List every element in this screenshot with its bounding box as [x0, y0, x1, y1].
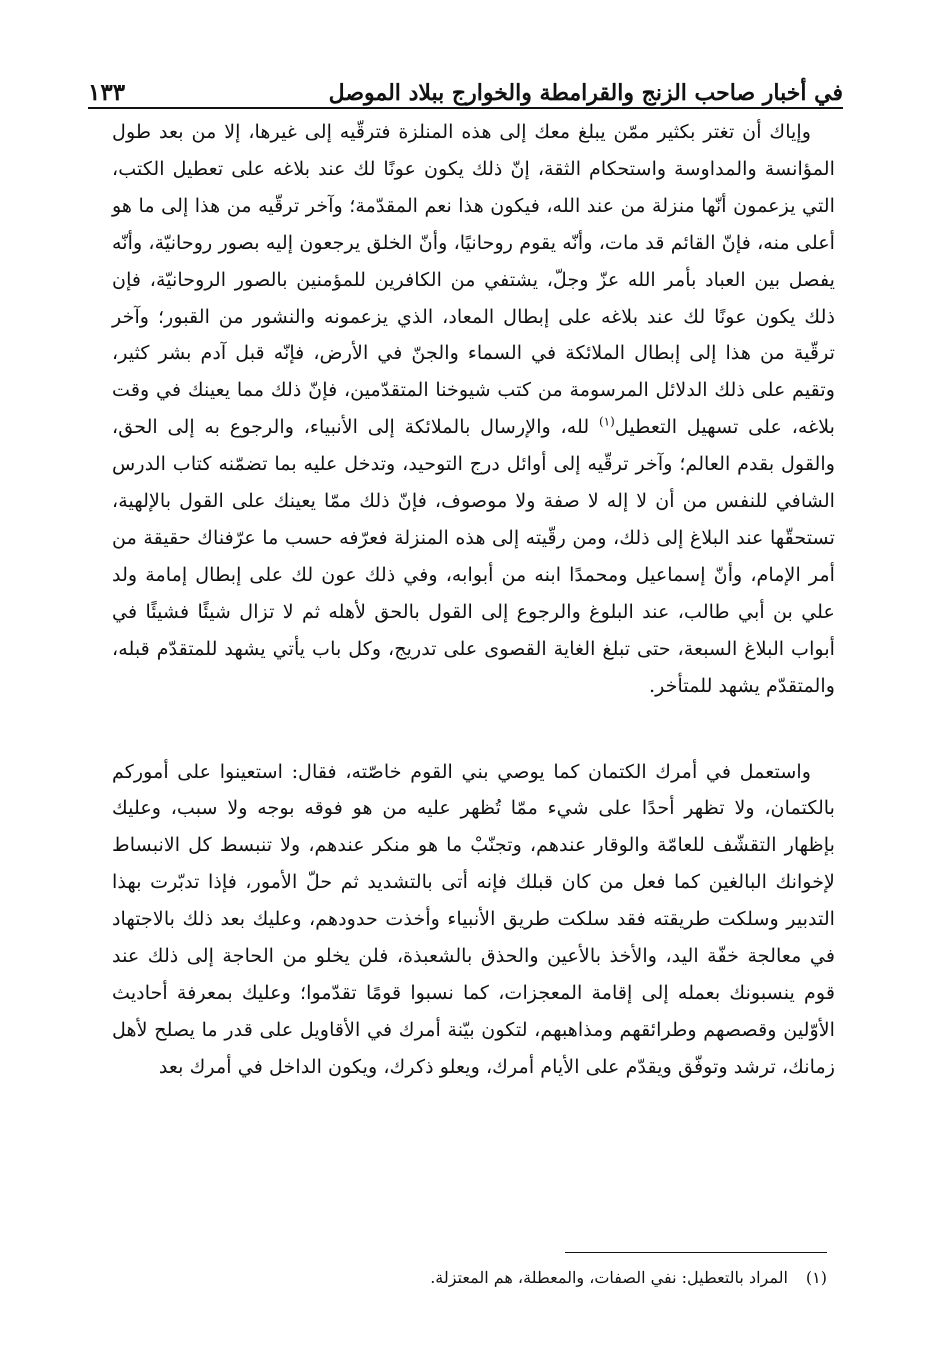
running-title: في أخبار صاحب الزنج والقرامطة والخوارج ببلاد الموصل — [328, 80, 843, 106]
page-number: ١٣٣ — [88, 79, 126, 106]
paragraph-1-before-ref: وإياك أن تغتر بكثير ممّن يبلغ معك إلى هذه المنلزة فترقّيه إلى غيرها، إلا من بعد طول المؤانسة والمداوسة واستحكام الثقة، إنّ ذلك يكون عونًا لك عند بلاغه على تعطيل الكتب، التي يزعمون أنّها منزلة من عند الله، فيكون هذا نعم المقدّمة؛ وآخر ترقّيه من هذا إلى ما هو أعلى منه، فإنّ القائم قد مات، وأنّه يقوم روحانيًا، وأنّ الخلق يرجعون إليه بصور روحانيّة، وأنّه يفصل بين العباد بأمر الله عزّ وجلّ، يشتفي من الكافرين للمؤمنين بالصور الروحانيّة، فإن ذلك يكون عونًا لك عند بلاغه على إبطال المعاد، الذي يزعمونه والنشور من القبور؛ وآخر ترقّية من هذا إلى إبطال الملائكة في السماء والجنّ في الأرض، فإنّه قبل آدم بشر كثير، وتقيم على ذلك الدلائل المرسومة من كتب شيوخنا المتقدّمين، فإنّ ذلك مما يعينك في وقت بلاغه، على تسهيل التعطيل — [112, 120, 835, 439]
paragraph-2: واستعمل في أمرك الكتمان كما يوصي بني القوم خاصّته، فقال: استعينوا على أموركم بالكتمان، ولا تظهر أحدًا على شيء ممّا تُظهر عليه من هو فوقه بوجه ولا سبب، وعليك بإظهار التقشّف للعامّة والوقار عندهم، وتجنّبْ ما هو منكر عندهم، ولا تنبسط كل الانبساط لإخوانك البالغين كما فعل من كان قبلك فإنه أتى بالتشديد ثم حلّ الأمور، فإذا تدبّرت بهذا التدبير وسلكت طريقته فقد سلكت طريق الأنبياء وأخذت حدودهم، وعليك بعد ذلك بالاجتهاد في معالجة خفّة اليد، والأخذ بالأعين والحذق بالشعبذة، فلن يخلو من الحاجة إلى ذلك عند قوم ينسبونك بعمله إلى إقامة المعجزات، كما نسبوا قومًا تقدّموا؛ وعليك بمعرفة أحاديث الأوّلين وقصصهم وطرائقهم ومذاهبهم، لتكون بيّنة أمرك في الأقاويل على قدر ما يصلح لأهل زمانك، ترشد وتوفّق ويقدّم على الأيام أمرك، ويعلو ذكرك، ويكون الداخل في أمرك بعد — [112, 759, 835, 1078]
footnote-reference: (١) — [598, 414, 615, 429]
paragraph-1-after-ref: لله، والإرسال بالملائكة إلى الأنبياء، والرجوع به إلى الحق، والقول بقدم العالم؛ وآخر ترقّيه إلى أوائل درج التوحيد، وتدخل عليه بما تضمّنه كتاب الدرس الشافي للنفس من أن لا إله لا صفة ولا موصوف، فإنّ ذلك ممّا يعينك على القول بالإلهية، تستحقّها عند البلاغ إلى ذلك، ومن رقّيته إلى هذه المنزلة فعرّفه حسب ما عرّفناك حقيقة من أمر الإمام، وأنّ إسماعيل ومحمدًا ابنه من أبوابه، وفي ذلك عون لك على إبطال إمامة ولد علي بن أبي طالب، عند البلوغ والرجوع إلى القول بالحق لأهله ثم لا تزال شيئًا فشيئًا في أبواب البلاغ السبعة، حتى تبلغ الغاية القصوى على تدريج، وكل باب يأتي يشهد للمتقدّم قبله، والمتقدّم يشهد للمتأخر. — [112, 415, 835, 697]
footnote-rule — [565, 1252, 827, 1253]
footnote-marker: (١) — [805, 1268, 827, 1287]
footnote-text: المراد بالتعطيل: نفي الصفات، والمعطلة، هم المعتزلة. — [430, 1268, 788, 1287]
paragraph-1 — [112, 114, 835, 705]
footnote — [112, 1264, 827, 1292]
header-rule — [88, 107, 843, 109]
page-header — [88, 64, 843, 108]
body-text — [112, 114, 835, 1086]
